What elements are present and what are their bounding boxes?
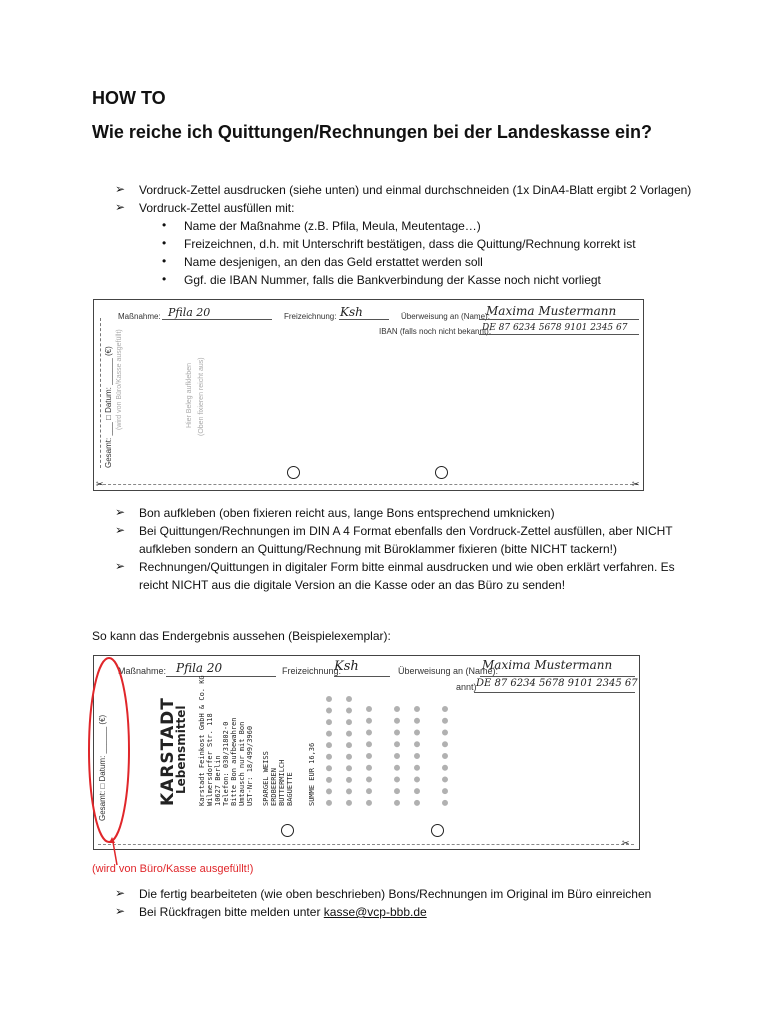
receipt-text-block bbox=[414, 706, 421, 806]
massnahme-line bbox=[162, 319, 272, 320]
arrow-bullet-icon: ➢ bbox=[115, 505, 126, 519]
punch-hole-left bbox=[287, 466, 300, 479]
side-label-gesamt: Gesamt: ___ □ Datum: ______ (€) bbox=[104, 346, 113, 468]
highlight-ellipse bbox=[85, 655, 135, 870]
receipt-line: BUTTERMILCH bbox=[278, 759, 286, 806]
example-intro: So kann das Endergebnis aussehen (Beispielexemplar): bbox=[92, 629, 391, 643]
sub-list-item: Ggf. die IBAN Nummer, falls die Bankverbindung der Kasse noch nicht vorliegt bbox=[184, 273, 601, 287]
receipt-line: BAGUETTE bbox=[286, 772, 294, 806]
receipt-hint-2: (Oben fixieren reicht aus) bbox=[198, 357, 205, 436]
freizeichnung-line bbox=[339, 319, 389, 320]
receipt-text-block bbox=[366, 706, 373, 806]
punch-hole-right bbox=[435, 466, 448, 479]
receipt-line: Bitte Bon aufbewahren bbox=[230, 717, 238, 806]
iban-value: DE 87 6234 5678 9101 2345 67 bbox=[476, 678, 638, 689]
punch-hole-left bbox=[281, 824, 294, 837]
side-label-gesamt: Gesamt: □ Datum: ______ (€) bbox=[98, 714, 107, 821]
bullet-dot-icon: • bbox=[162, 236, 167, 250]
freizeichnung-line bbox=[334, 676, 390, 677]
receipt-line: UST-Nr: 18/499/3960 bbox=[246, 725, 254, 806]
red-ellipse bbox=[89, 658, 129, 842]
freizeichnung-label: Freizeichnung: bbox=[282, 666, 342, 676]
sub-list-item: Name der Maßnahme (z.B. Pfila, Meula, Meutentage…) bbox=[184, 219, 481, 233]
receipt-line: SPARGEL WEISS bbox=[262, 751, 270, 806]
arrow-bullet-icon: ➢ bbox=[115, 200, 126, 214]
signature: Ksh bbox=[340, 305, 363, 319]
receipt-line: Telefon: 030/31802-0 bbox=[222, 721, 230, 806]
list-item: Die fertig bearbeiteten (wie oben beschrieben) Bons/Rechnungen im Original im Büro einreichen bbox=[139, 887, 652, 901]
ueberweisung-line bbox=[480, 676, 635, 677]
iban-line bbox=[474, 692, 635, 693]
massnahme-label: Maßnahme: bbox=[118, 312, 161, 321]
ueberweisung-value: Maxima Mustermann bbox=[482, 658, 613, 672]
list-item: Bei Quittungen/Rechnungen im DIN A 4 Format ebenfalls den Vordruck-Zettel ausfüllen, aber NICHT aufkleben sondern an Quittung/Rechnung mit Büroklammer fixieren (bitte NICHT tackern!) bbox=[139, 524, 673, 556]
punch-hole-right bbox=[431, 824, 444, 837]
signature: Ksh bbox=[334, 659, 359, 674]
receipt-hint-1: Hier Beleg aufkleben bbox=[186, 363, 193, 428]
scissors-icon: ✂ bbox=[622, 838, 630, 848]
bullet-dot-icon: • bbox=[162, 218, 167, 232]
cut-line bbox=[98, 844, 634, 845]
iban-label: IBAN (falls noch nicht bekannt): bbox=[379, 327, 492, 336]
cut-line bbox=[98, 484, 638, 485]
list-item-contact bbox=[139, 903, 427, 921]
howto-heading: HOW TO bbox=[92, 88, 166, 108]
receipt-text-block bbox=[394, 706, 401, 806]
list-item: Vordruck-Zettel ausdrucken (siehe unten) und einmal durchschneiden (1x DinA4-Blatt ergibt 2 Vorlagen) bbox=[139, 183, 692, 197]
list-item: Rechnungen/Quittungen in digitaler Form bitte einmal ausdrucken und wie oben erklärt verfahren. Es reicht NICHT aus die digitale Version an die Kasse oder an das Büro zu senden! bbox=[139, 560, 675, 592]
receipt-line: ERDBEEREN bbox=[270, 768, 278, 806]
scissors-icon: ✂ bbox=[96, 479, 104, 489]
page-title: Wie reiche ich Quittungen/Rechnungen bei der Landeskasse ein? bbox=[92, 122, 652, 142]
margin-dashed-line bbox=[100, 318, 102, 468]
receipt-line: Umtausch nur mit Bon bbox=[238, 721, 246, 806]
iban-line bbox=[479, 334, 639, 335]
voucher-form-sample-1 bbox=[93, 299, 644, 491]
iban-label: annt) bbox=[456, 682, 477, 692]
ueberweisung-label: Überweisung an (Name): bbox=[398, 666, 499, 676]
arrow-bullet-icon: ➢ bbox=[115, 904, 126, 918]
sub-list-item: Name desjenigen, an den das Geld erstattet werden soll bbox=[184, 255, 483, 269]
red-note: (wird von Büro/Kasse ausgefüllt!) bbox=[92, 863, 254, 875]
iban-value: DE 87 6234 5678 9101 2345 67 bbox=[482, 323, 628, 333]
ueberweisung-line bbox=[479, 319, 639, 320]
ueberweisung-label: Überweisung an (Name): bbox=[401, 312, 490, 321]
bullet-dot-icon: • bbox=[162, 254, 167, 268]
arrow-bullet-icon: ➢ bbox=[115, 559, 126, 573]
scissors-icon: ✂ bbox=[632, 479, 640, 489]
email-link[interactable]: kasse@vcp-bbb.de bbox=[323, 905, 427, 919]
contact-text: Bei Rückfragen bitte melden unter bbox=[139, 905, 324, 919]
freizeichnung-label: Freizeichnung: bbox=[284, 312, 337, 321]
arrow-bullet-icon: ➢ bbox=[115, 523, 126, 537]
massnahme-value: Pfila 20 bbox=[176, 661, 223, 675]
massnahme-label: Maßnahme: bbox=[118, 666, 167, 676]
sub-list-item: Freizeichnen, d.h. mit Unterschrift bestätigen, dass die Quittung/Rechnung korrekt ist bbox=[184, 237, 636, 251]
list-item: Vordruck-Zettel ausfüllen mit: bbox=[139, 201, 295, 215]
receipt-line: 10627 Berlin bbox=[214, 755, 222, 806]
receipt-line: SUMME EUR 16,36 bbox=[308, 742, 316, 806]
receipt-text-block bbox=[442, 706, 449, 806]
side-sub-label: (wird von Büro/Kasse ausgefüllt) bbox=[116, 329, 123, 430]
receipt-line: Karstadt Feinkost GmbH & Co. KG bbox=[198, 675, 206, 806]
massnahme-line bbox=[166, 676, 276, 677]
receipt-brand: KARSTADT bbox=[158, 697, 178, 806]
arrow-bullet-icon: ➢ bbox=[115, 182, 126, 196]
arrow-bullet-icon: ➢ bbox=[115, 886, 126, 900]
receipt-line: Wilmersdorfer Str. 118 bbox=[206, 713, 214, 806]
voucher-form-example bbox=[93, 655, 640, 850]
massnahme-value: Pfila 20 bbox=[168, 306, 211, 319]
ueberweisung-value: Maxima Mustermann bbox=[486, 304, 617, 318]
bullet-dot-icon: • bbox=[162, 272, 167, 286]
list-item: Bon aufkleben (oben fixieren reicht aus, lange Bons entsprechend umknicken) bbox=[139, 506, 555, 520]
receipt-subtitle: Lebensmittel bbox=[174, 705, 188, 794]
receipt-text-block bbox=[346, 696, 353, 806]
receipt-text-block bbox=[326, 696, 333, 806]
